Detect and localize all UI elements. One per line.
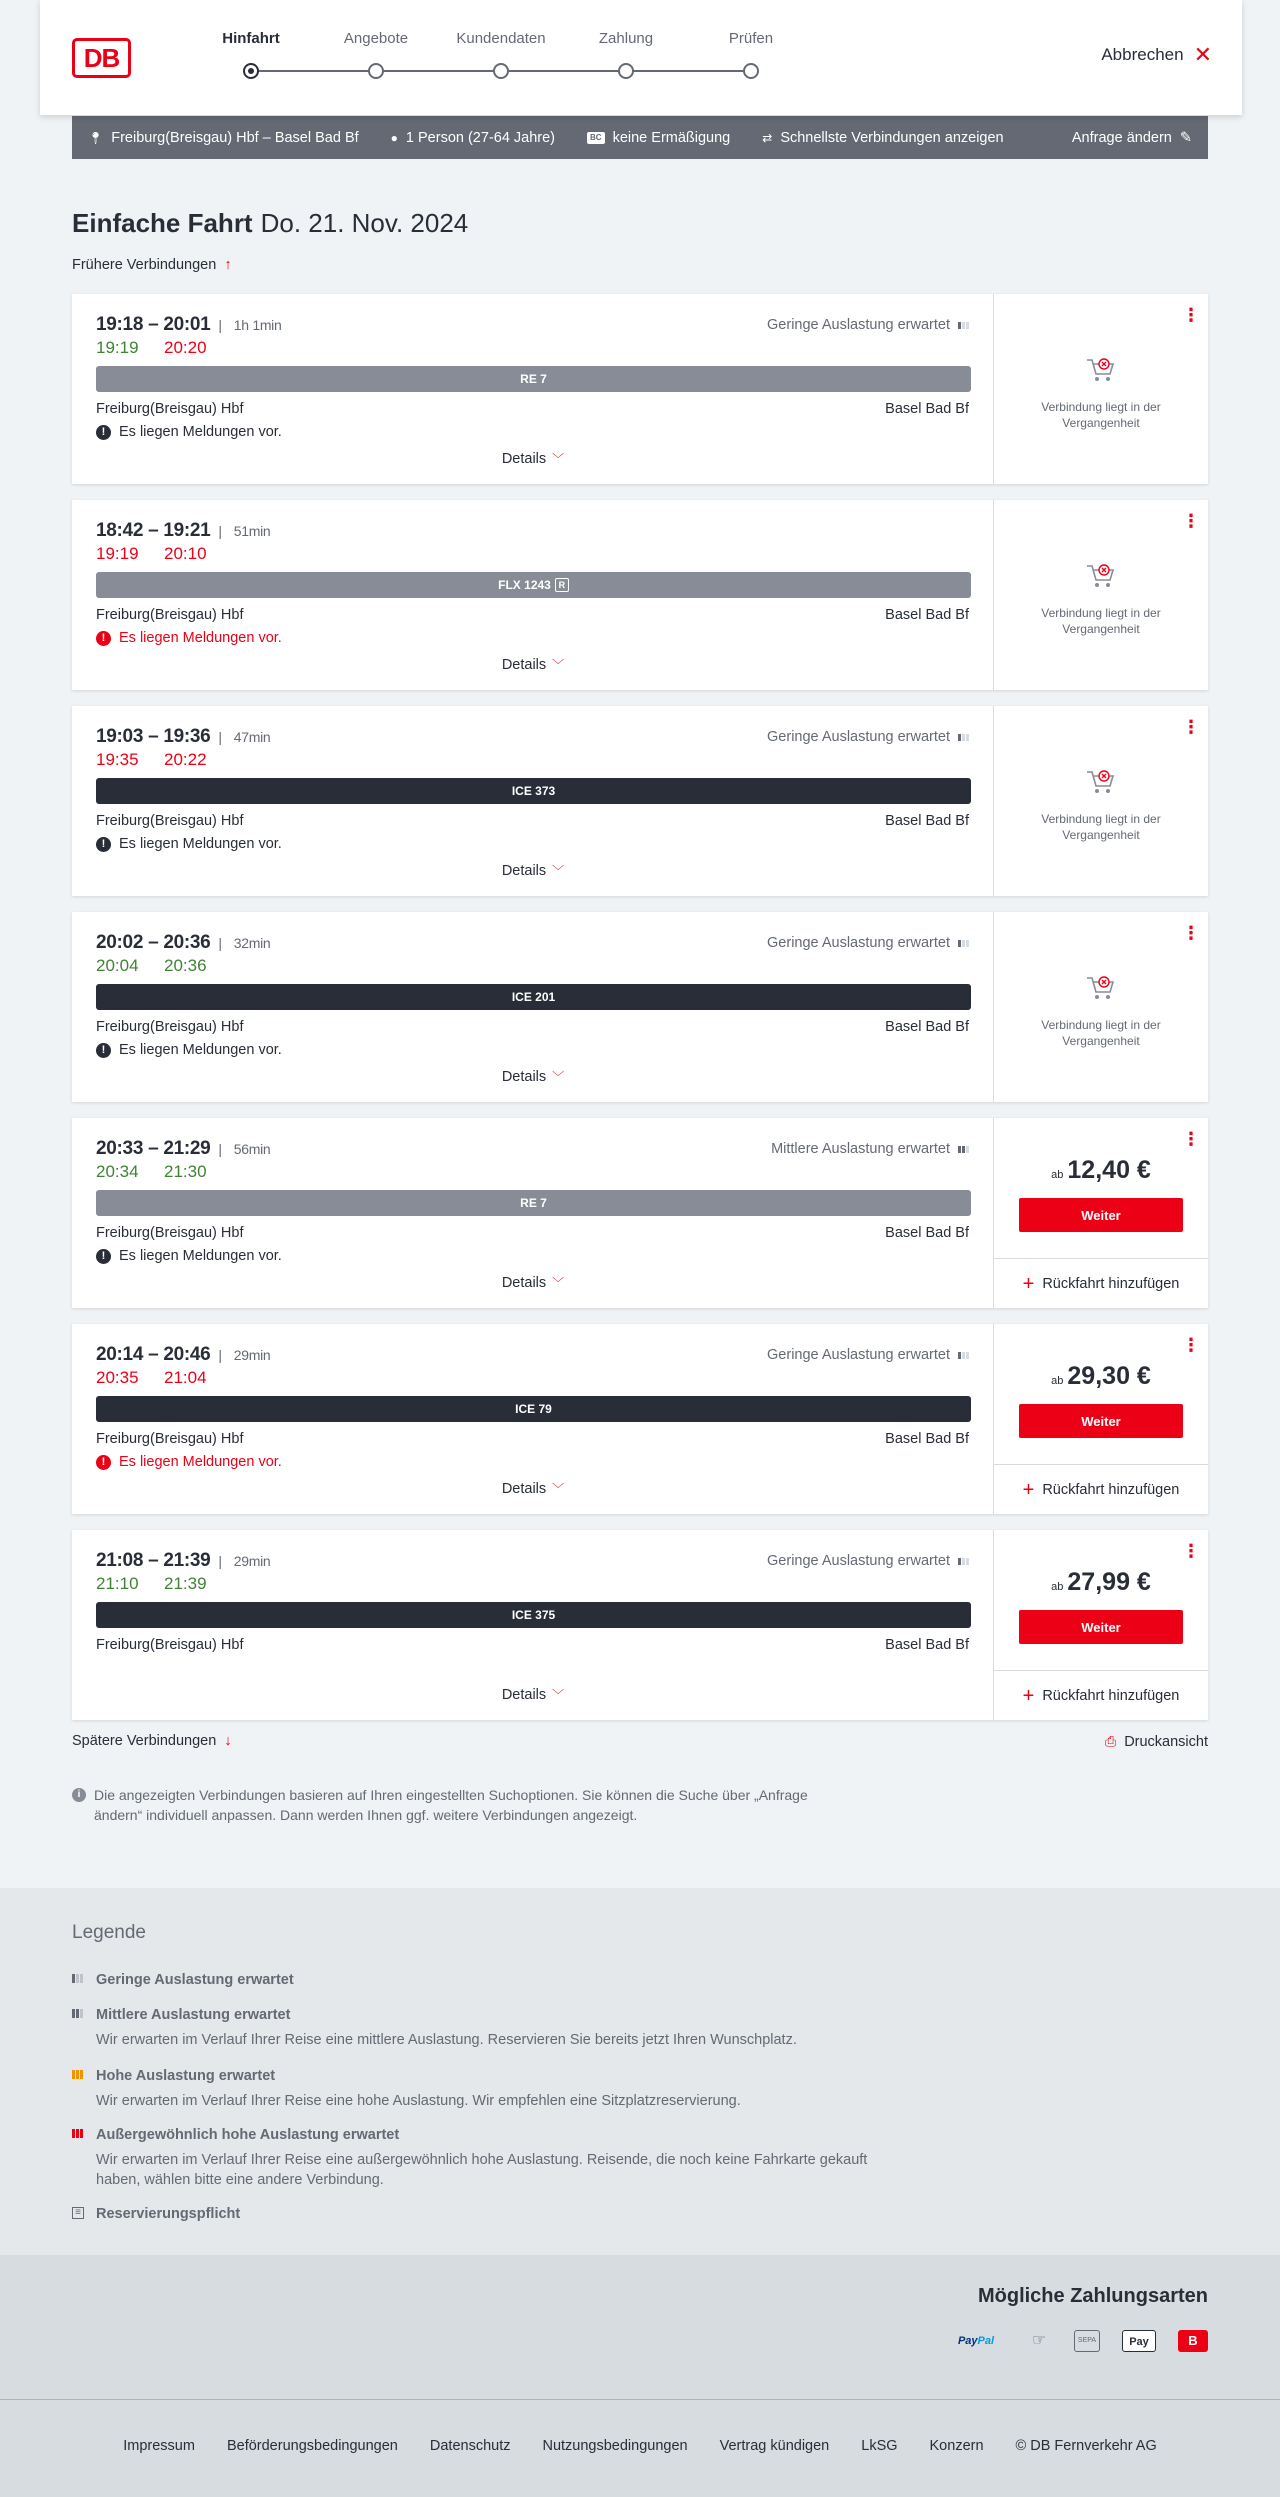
passenger-summary [391,130,555,146]
connection-card [72,1530,1208,1720]
notice-text: Es liegen Meldungen vor. [119,1454,282,1470]
notice-text: Es liegen Meldungen vor. [119,1248,282,1264]
connection-card [72,500,1208,690]
location-pin-icon: 📍︎ [88,130,104,145]
train-bar [96,366,971,392]
return-label: Rückfahrt hinzufügen [1042,1687,1180,1704]
cart-unavailable-icon [1085,356,1117,384]
details-toggle[interactable] [72,450,994,467]
earlier-label: Frühere Verbindungen [72,257,217,273]
more-options-icon[interactable]: ⋮ [1182,305,1200,325]
origin-station: Freiburg(Breisgau) Hbf [96,607,244,623]
destination-station: Basel Bad Bf [885,1637,969,1653]
step-hinfahrt [196,30,306,79]
cart-unavailable-icon [1085,768,1117,796]
alert-icon: ! [96,631,111,646]
realtime-times [96,1574,232,1594]
scheduled-times [96,1344,270,1366]
load-level-icon [958,1146,969,1153]
step-angebote [321,30,431,79]
reservation-icon: R [555,578,569,592]
legend-item-high [72,2067,872,2111]
realtime-arrival: 20:10 [164,544,207,563]
details-label: Details [501,1481,547,1497]
connection-main[interactable] [72,294,994,484]
passenger-text: 1 Person (27-64 Jahre) [405,129,556,146]
past-connection-text: Verbindung liegt in der Vergangenheit [1041,812,1161,842]
times-text: 19:03 – 19:36 [96,726,211,747]
legend-item-title: Geringe Auslastung erwartet [96,1972,294,1988]
step-label: Zahlung [598,30,654,47]
trip-date: Do. 21. Nov. 2024 [260,208,469,238]
route-summary [88,130,359,146]
legend-item-title: Mittlere Auslastung erwartet [96,2007,291,2023]
more-options-icon[interactable]: ⋮ [1182,1129,1200,1149]
continue-button[interactable]: Weiter [1019,1198,1183,1232]
alert-icon: ! [96,837,111,852]
connection-main[interactable] [72,500,994,690]
price-prefix: ab [1051,1169,1064,1181]
duration: | 51min [218,523,270,539]
plus-icon: + [1022,1272,1035,1295]
train-name: FLX 1243 [498,578,551,592]
notice-message[interactable] [96,1454,282,1470]
payment-section [0,2255,1280,2400]
step-dot [368,63,384,79]
scheduled-times [96,932,270,954]
origin-station: Freiburg(Breisgau) Hbf [96,1225,244,1241]
train-bar [96,778,971,804]
step-dot [618,63,634,79]
price-prefix: ab [1051,1375,1064,1387]
realtime-departure: 19:19 [96,544,139,563]
footer-links [0,2438,1280,2454]
connection-offer [994,1324,1208,1514]
load-text: Geringe Auslastung erwartet [767,729,950,745]
footer-link-befoerderungsbedingungen[interactable]: Beförderungsbedingungen [226,2438,398,2454]
alert-icon: ! [96,1455,111,1470]
legend-item-title: Reservierungspflicht [96,2206,241,2222]
apple-pay-text: Pay [1129,2336,1149,2348]
connection-card [72,912,1208,1102]
payment-title: Mögliche Zahlungsarten [977,2285,1208,2307]
earlier-connections-link[interactable] [72,257,232,273]
print-view-link[interactable] [1105,1733,1208,1750]
alert-icon: ! [96,1249,111,1264]
details-label: Details [501,657,547,673]
origin-station: Freiburg(Breisgau) Hbf [96,1019,244,1035]
notice-message[interactable] [96,630,282,646]
past-connection-text: Verbindung liegt in der Vergangenheit [1041,1018,1161,1048]
connection-card [72,1118,1208,1308]
train-bar [96,1190,971,1216]
swap-arrows-icon: ⇄ [762,130,773,145]
past-connection-text: Verbindung liegt in der Vergangenheit [1041,400,1161,430]
printer-icon: ⎙ [1104,1733,1117,1749]
load-low-icon [72,1974,83,1983]
realtime-departure: 19:19 [96,338,139,357]
realtime-arrival: 21:39 [164,1574,207,1593]
chevron-down-icon: ﹀ [552,1688,565,1702]
legend-item-title: Außergewöhnlich hohe Auslastung erwartet [96,2127,400,2143]
edit-request-label: Anfrage ändern [1071,129,1172,146]
load-text: Mittlere Auslastung erwartet [771,1141,950,1157]
realtime-departure: 20:35 [96,1368,139,1387]
realtime-times [96,338,232,358]
scheduled-times [96,520,270,542]
alert-icon: ! [96,425,111,440]
connection-main[interactable] [72,706,994,896]
details-toggle[interactable] [72,656,994,673]
connection-offer [994,1118,1208,1308]
footer-link-nutzungsbedingungen[interactable]: Nutzungsbedingungen [542,2438,688,2454]
step-kundendaten [446,30,556,79]
cancel-button[interactable] [1101,42,1212,67]
chevron-down-icon: ﹀ [552,1276,565,1290]
origin-station: Freiburg(Breisgau) Hbf [96,401,244,417]
origin-station: Freiburg(Breisgau) Hbf [96,813,244,829]
step-label: Kundendaten [456,30,546,47]
destination-station: Basel Bad Bf [885,1019,969,1035]
notice-text: Es liegen Meldungen vor. [119,1042,282,1058]
info-icon: i [72,1788,86,1802]
chevron-down-icon: ﹀ [552,1482,565,1496]
legend-item-medium [72,2006,872,2050]
scheduled-times [96,726,270,748]
add-return-button[interactable] [994,1670,1208,1720]
train-name: ICE 375 [511,1608,556,1622]
search-summary-bar [72,116,1208,159]
fastest-toggle[interactable] [762,130,1003,146]
db-logo[interactable]: DB [72,38,131,78]
later-label: Spätere Verbindungen [72,1733,217,1749]
return-label: Rückfahrt hinzufügen [1042,1481,1180,1498]
more-options-icon[interactable]: ⋮ [1182,717,1200,737]
load-level-icon [958,1558,969,1565]
load-text: Geringe Auslastung erwartet [767,935,950,951]
load-level-icon [958,322,969,329]
header [40,0,1242,115]
footer-link-datenschutz[interactable]: Datenschutz [429,2438,511,2454]
realtime-times [96,750,232,770]
origin-station: Freiburg(Breisgau) Hbf [96,1637,244,1653]
add-return-button[interactable] [994,1258,1208,1308]
discount-text: keine Ermäßigung [612,129,731,146]
connection-main[interactable] [72,1530,994,1720]
details-label: Details [501,1687,547,1703]
realtime-arrival: 20:20 [164,338,207,357]
chevron-down-icon: ﹀ [552,864,565,878]
cart-unavailable-icon [1085,562,1117,590]
legend-item-desc: Wir erwarten im Verlauf Ihrer Reise eine außergewöhnlich hohe Auslastung. Reisende, die noch keine Fahrkarte gekauft haben, wählen bitte eine andere Verbindung. [96,2152,868,2188]
origin-station: Freiburg(Breisgau) Hbf [96,1431,244,1447]
step-dot [743,63,759,79]
connection-offer [994,1530,1208,1720]
step-dot [493,63,509,79]
paypal-icon [948,2330,1004,2352]
load-very-high-icon [72,2129,83,2138]
route-text: Freiburg(Breisgau) Hbf – Basel Bad Bf [111,129,359,146]
step-pruefen [696,30,806,79]
realtime-departure: 21:10 [96,1574,139,1593]
price-value: 29,30 € [1067,1362,1151,1390]
price-value: 12,40 € [1067,1156,1151,1184]
load-level-icon [958,1352,969,1359]
load-medium-icon [72,2009,83,2018]
later-connections-link[interactable] [72,1733,232,1749]
add-return-button[interactable] [994,1464,1208,1514]
arrow-up-icon: ↑ [224,257,232,273]
train-bar [96,572,971,598]
load-indicator [767,317,969,333]
load-text: Geringe Auslastung erwartet [767,1347,950,1363]
step-dot-active [243,63,259,79]
plus-icon: + [1022,1478,1035,1501]
payment-icons [948,2330,1208,2352]
paypal-text-b: Pal [977,2335,995,2347]
legend-title: Legende [72,1922,146,1943]
notice-message[interactable] [96,836,282,852]
fastest-text: Schnellste Verbindungen anzeigen [780,129,1004,146]
alert-icon: ! [96,1043,111,1058]
notice-text: Es liegen Meldungen vor. [119,836,282,852]
connection-offer [994,500,1208,690]
legend-item-reservation [72,2205,872,2223]
print-label: Druckansicht [1124,1733,1208,1750]
train-name: RE 7 [520,1196,547,1210]
legend-item-desc: Wir erwarten im Verlauf Ihrer Reise eine mittlere Auslastung. Reservieren Sie bereits jetzt Ihren Wunschplatz. [96,2032,797,2048]
footer-link-konzern[interactable]: Konzern [929,2438,984,2454]
load-level-icon [958,734,969,741]
realtime-departure: 19:35 [96,750,139,769]
price-value: 27,99 € [1067,1568,1151,1596]
details-toggle[interactable] [72,1274,994,1291]
destination-station: Basel Bad Bf [885,1431,969,1447]
pencil-icon: ✎ [1179,129,1192,146]
chevron-down-icon: ﹀ [552,1070,565,1084]
connection-offer [994,912,1208,1102]
duration: | 47min [218,729,270,745]
scheduled-times [96,314,281,336]
connection-main[interactable] [72,912,994,1102]
times-text: 20:33 – 21:29 [96,1138,211,1159]
footer-link-lksg[interactable]: LkSG [861,2438,898,2454]
info-note [72,1785,852,1825]
connection-offer [994,706,1208,896]
load-indicator [767,729,969,745]
details-toggle[interactable] [72,1068,994,1085]
legend-item-desc: Wir erwarten im Verlauf Ihrer Reise eine hohe Auslastung. Wir empfehlen eine Sitzplatzreservierung. [96,2093,741,2109]
realtime-times [96,1368,232,1388]
load-indicator [767,935,969,951]
realtime-times [96,956,232,976]
footer-link-vertrag-kuendigen[interactable]: Vertrag kündigen [719,2438,830,2454]
more-options-icon[interactable]: ⋮ [1182,923,1200,943]
destination-station: Basel Bad Bf [885,1225,969,1241]
legend-item-very-high [72,2126,872,2190]
connection-offer [994,294,1208,484]
train-name: ICE 201 [511,990,556,1004]
train-name: ICE 373 [511,784,556,798]
continue-button[interactable]: Weiter [1019,1610,1183,1644]
duration: | 56min [218,1141,270,1157]
load-high-icon [72,2070,83,2079]
more-options-icon[interactable]: ⋮ [1182,1335,1200,1355]
train-bar [96,1396,971,1422]
chevron-down-icon: ﹀ [552,452,565,466]
realtime-arrival: 21:30 [164,1162,207,1181]
notice-message[interactable] [96,1042,282,1058]
legend-item-low [72,1971,872,1989]
train-bar [96,984,971,1010]
load-text: Geringe Auslastung erwartet [767,317,950,333]
apple-pay-icon [1122,2330,1156,2352]
scheduled-times [96,1550,270,1572]
destination-station: Basel Bad Bf [885,401,969,417]
paypal-text-a: Pay [957,2335,978,2347]
step-label: Prüfen [728,30,774,47]
times-text: 19:18 – 20:01 [96,314,211,335]
price-prefix: ab [1051,1581,1064,1593]
sepa-icon: SEPA [1074,2330,1100,2352]
step-label: Angebote [343,30,409,47]
details-toggle[interactable] [72,1686,994,1703]
times-text: 20:02 – 20:36 [96,932,211,953]
realtime-arrival: 20:22 [164,750,207,769]
discount-summary [587,130,730,146]
past-connection-text: Verbindung liegt in der Vergangenheit [1041,606,1161,636]
realtime-times [96,544,232,564]
close-icon: ✕ [1193,42,1212,67]
footer-link-impressum[interactable]: Impressum [123,2438,195,2454]
return-label: Rückfahrt hinzufügen [1042,1275,1180,1292]
notice-text: Es liegen Meldungen vor. [119,424,282,440]
connection-card [72,294,1208,484]
price [994,1156,1208,1185]
load-text: Geringe Auslastung erwartet [767,1553,950,1569]
destination-station: Basel Bad Bf [885,607,969,623]
load-level-icon [958,940,969,947]
times-text: 20:14 – 20:46 [96,1344,211,1365]
notice-message[interactable] [96,424,282,440]
cancel-label: Abbrechen [1101,45,1184,64]
scheduled-times [96,1138,270,1160]
details-toggle[interactable] [72,1480,994,1497]
connection-card [72,1324,1208,1514]
direct-debit-icon: ☞ [1031,2332,1047,2349]
more-options-icon[interactable]: ⋮ [1182,1541,1200,1561]
duration: | 32min [218,935,270,951]
legend-item-title: Hohe Auslastung erwartet [96,2068,276,2084]
more-options-icon[interactable]: ⋮ [1182,511,1200,531]
cart-unavailable-icon [1085,974,1117,1002]
notice-text: Es liegen Meldungen vor. [119,630,282,646]
notice-message[interactable] [96,1248,282,1264]
details-label: Details [501,1275,547,1291]
connection-main[interactable] [72,1324,994,1514]
progress-steps [210,30,810,90]
realtime-departure: 20:34 [96,1162,139,1181]
duration: | 1h 1min [218,317,281,333]
connection-main[interactable] [72,1118,994,1308]
page-title [72,208,468,239]
train-name: RE 7 [520,372,547,386]
realtime-arrival: 20:36 [164,956,207,975]
realtime-arrival: 21:04 [164,1368,207,1387]
load-indicator [767,1347,969,1363]
info-note-text: Die angezeigten Verbindungen basieren auf Ihren eingestellten Suchoptionen. Sie können die Suche über „Anfrage ändern“ individuell anpassen. Dann werden Ihnen ggf. weitere Verbindungen angezeigt. [94,1787,808,1823]
times-text: 21:08 – 21:39 [96,1550,211,1571]
person-icon: ● [390,130,398,145]
realtime-departure: 20:04 [96,956,139,975]
details-label: Details [501,451,547,467]
step-label: Hinfahrt [222,30,280,47]
price [994,1362,1208,1391]
edit-request-button[interactable] [1072,130,1192,146]
details-toggle[interactable] [72,862,994,879]
continue-button[interactable]: Weiter [1019,1404,1183,1438]
destination-station: Basel Bad Bf [885,813,969,829]
plus-icon: + [1022,1684,1035,1707]
footer-copyright: © DB Fernverkehr AG [1015,2438,1157,2454]
bahncard-icon: BC [587,132,605,144]
connection-card [72,706,1208,896]
step-zahlung [571,30,681,79]
train-bar [96,1602,971,1628]
details-label: Details [501,1069,547,1085]
reservation-icon: ≡ [72,2207,84,2219]
realtime-times [96,1162,232,1182]
load-indicator [767,1553,969,1569]
price [994,1568,1208,1597]
times-text: 18:42 – 19:21 [96,520,211,541]
load-indicator [771,1141,969,1157]
duration: | 29min [218,1347,270,1363]
trip-kind: Einfache Fahrt [72,208,253,238]
train-name: ICE 79 [515,1402,552,1416]
db-payment-icon: B [1178,2330,1208,2352]
arrow-down-icon: ↓ [224,1733,232,1749]
details-label: Details [501,863,547,879]
duration: | 29min [218,1553,270,1569]
chevron-down-icon: ﹀ [552,658,565,672]
